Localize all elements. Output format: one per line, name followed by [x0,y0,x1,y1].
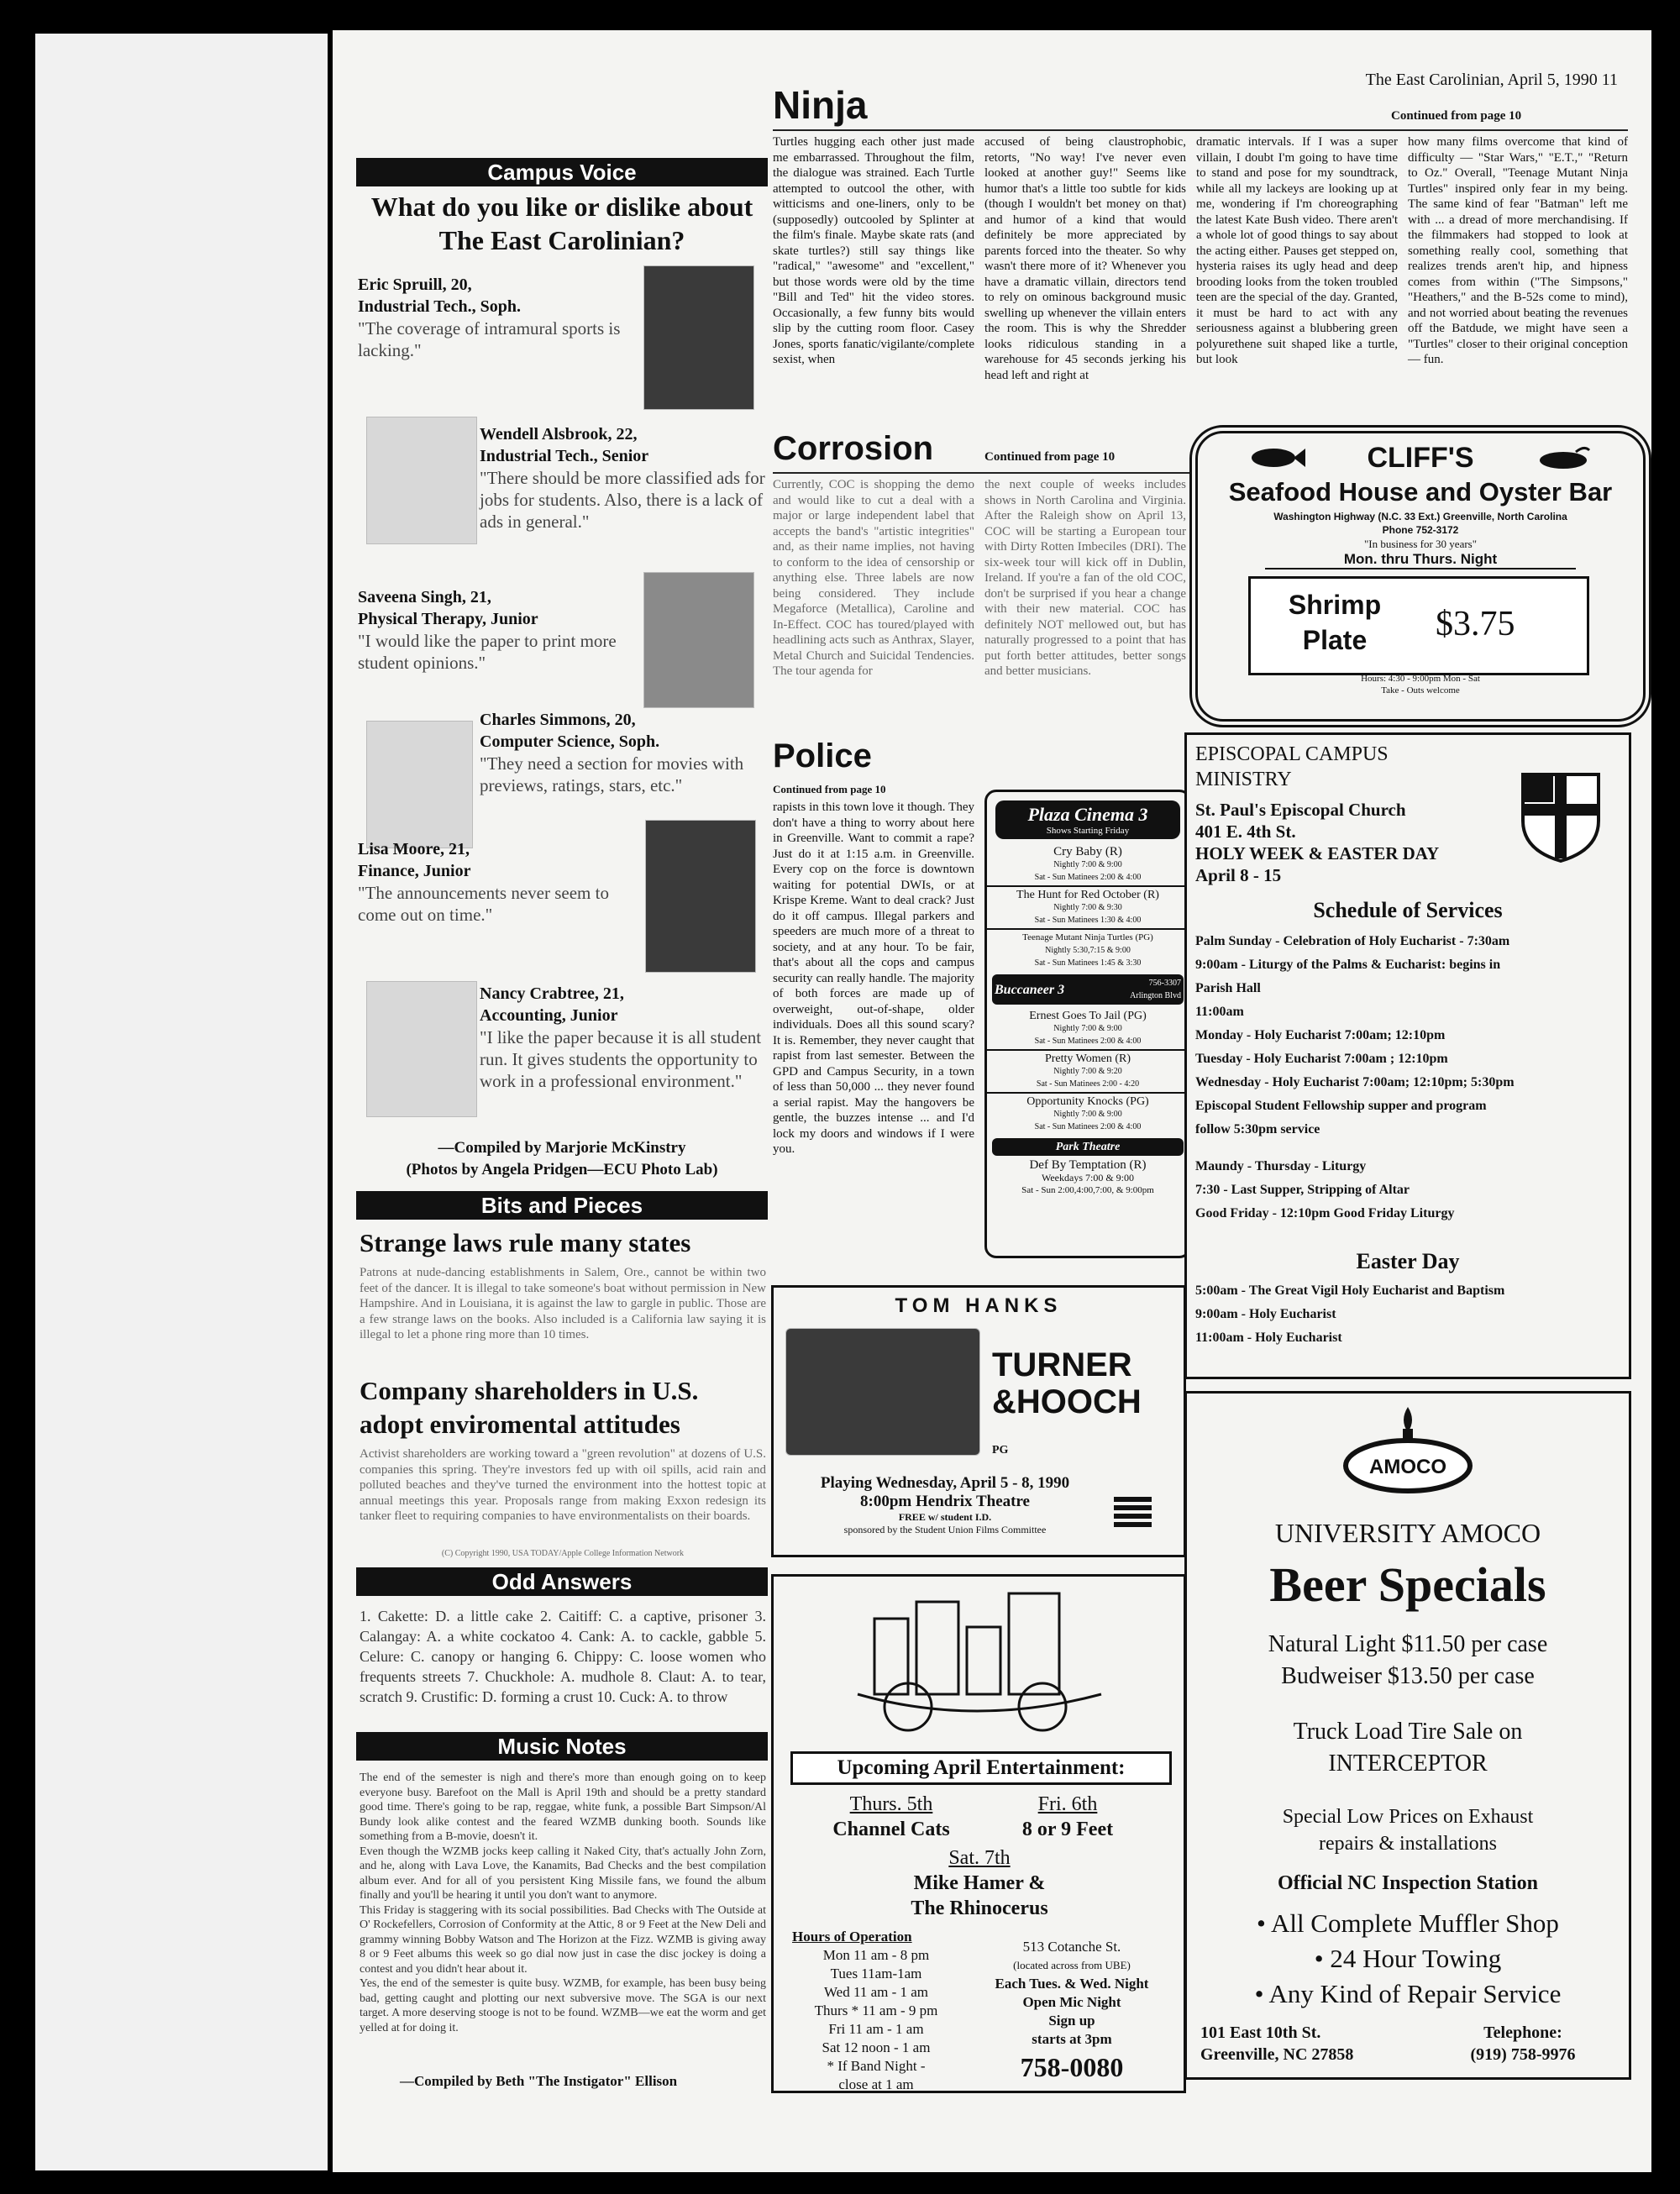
odd-answers-band: Odd Answers [356,1567,768,1596]
voice-major: Accounting, Junior [480,1006,618,1025]
page-header: The East Carolinian, April 5, 1990 11 [1365,71,1618,89]
buccaneer-addr: Arlington Blvd [1130,991,1181,1000]
cliffs-name: CLIFF'S [1367,442,1474,474]
schedule-line: Tuesday - Holy Eucharist 7:00am ; 12:10pm [1195,1052,1448,1066]
campus-voice-question: What do you like or dislike about The East Carolinian? [370,192,753,255]
music-para-3: This Friday is staggering with its social possibilities. Bad Checks with The Outside at O' Rockefellers, Corrosion of Conformity at the Attic, 8 or 9 Feet at the New Deli and grammy winning Bobby Watson and The Horizon at the Fizz. WZMB is giving away 8 or 9 Feet albums this week so go dial now just in case the disc jockey is doing a contest and you didn't hear about it. [360,1903,766,1976]
schedule-line: 9:00am - Liturgy of the Palms & Eucharist: begins in [1195,958,1501,972]
amoco-title: UNIVERSITY AMOCO [1274,1518,1541,1548]
schedule-title: Schedule of Services [1313,898,1503,922]
cliffs-item [1259,587,1410,658]
ninja-col-4: how many films overcome that kind of difficulty — "Star Wars," "E.T.," "Return to Oz." Overall, "Teenage Mutant Ninja Turtles" inspired only fear in my being. The same kind of fear "Batman" left me with ... a dread of more merchandising. If the filmmakers had stopped to look at something really cool, something that realizes trends aren't hip, and hipness comes from within ("The Simpsons," "Heathers," and the B-52s come to mind), and not worried about beating the revenues off the Batdude, we might have seen a "Turtles" closer to their original conception — fun. [1408,135,1628,366]
voice-name: Saveena Singh, 21, [358,588,491,606]
easter-list [1195,1279,1620,1350]
bits-headline-2b: adopt enviromental attitudes [360,1409,680,1439]
music-credit: —Compiled by Beth "The Instigator" Ellison [400,2073,678,2089]
church-address: 401 E. 4th St. [1195,821,1296,842]
episcopal-title-2: MINISTRY [1195,769,1292,790]
credit-photos: (Photos by Angela Pridgen—ECU Photo Lab) [406,1161,718,1178]
amoco-ad [1184,1391,1631,2080]
hours-line: Tues 11am-1am [830,1966,922,1981]
amoco-city: Greenville, NC 27858 [1200,2045,1354,2064]
ent-hours [792,1928,960,2094]
service-3: • Any Kind of Repair Service [1254,1979,1562,2008]
holy-week-dates: April 8 - 15 [1195,865,1282,885]
easter-line: 5:00am - The Great Vigil Holy Eucharist and Baptism [1195,1283,1505,1298]
voice-quote: "The coverage of intramural sports is lacking." [358,318,621,360]
movie-matinee: Sat - Sun Matinees 1:45 & 3:30 [1034,958,1142,968]
police-text: rapists in this town love it though. They don't have a thing to worry about here in Greenville. Want to commit a rape? Just do it at 1:15 a.m. in Greenville. Every cop on the force is downtown waiting for potential DWIs, or at Krispe Kreme. Want to deal crack? Just do it off campus. Illegal parkers and speeders are much more of a threat to society, and at any hour. To be fair, that's about all the cops and campus security can really handle. The majority of both forces are made up of overweight, out-of-shape, older individuals. Does all this sound scary? It is. Remember, they never caught that rapist from last semester. Between the GPD and Campus Security, in a town of less than 50,000 ... they never found a serial rapist. May the hangovers be gentle, the buzzes intense ... and I'd lock my doors and windows if I were you. [773,800,974,1156]
city-cartoon-illustration [841,1585,1118,1736]
plaza-sub: Shows Starting Friday [1046,826,1130,836]
voice-quote: "They need a section for movies with previews, ratings, stars, etc." [480,753,744,795]
cliffs-item-1: Shrimp [1288,590,1382,620]
photo-charles-simmons [366,721,473,848]
telephone-label: Telephone: [1483,2023,1562,2042]
service-1: • All Complete Muffler Shop [1257,1908,1559,1938]
bits-headline-2a: Company shareholders in U.S. [360,1376,699,1405]
voice-name: Nancy Crabtree, 21, [480,984,624,1003]
music-para-1: The end of the semester is nigh and there's more than enough going on to keep everyone busy. Barefoot on the Mall is April 19th and should be a pretty standard good time. There's going to be rap, reggae, white funk, a possible Bart Simpson/Al Bundy look alike contest and the feared WZMB dunking booth. Sounds like something from a B-movie, doesn't it. [360,1771,766,1843]
schedule-line: 7:30 - Last Supper, Stripping of Altar [1195,1183,1410,1197]
newspaper-page [333,30,1651,2172]
cliffs-business: "In business for 30 years" [1363,538,1478,550]
cliffs-address: Washington Highway (N.C. 33 Ext.) Greenville, North Carolina [1273,511,1567,522]
ninja-headline: Ninja [773,83,868,127]
ent-phone: 758-0080 [1020,2052,1124,2082]
cliffs-ad [1189,425,1651,727]
amoco-telephone [1431,2022,1615,2065]
beer-price-1: Natural Light $11.50 per case [1268,1631,1548,1657]
turner-rating: PG [992,1444,1009,1457]
ninja-col-2: accused of being claustrophobic, retorts, "No way! I've never even looked at another guy!" Seems like humor that's a little too subtle for kids (though I wouldn't bet money on that) and humor of a kind that would definitely be more appreciated by parents forced into the theater. So why wasn't there more of it? Whenever you have a dramatic villain, directors tend to rely on ominous background music swelling up whenever the villain enters the room. This is why the Shredder looks ridiculous standing in a warehouse for 45 seconds jerking his head left and right at [984,135,1186,382]
corrosion-headline: Corrosion [773,430,934,467]
ent-open-mic-days: Each Tues. & Wed. Night [995,1976,1149,1992]
ent-date: Sat. 7th [948,1847,1011,1869]
tire-sale-2: INTERCEPTOR [1328,1750,1488,1777]
schedule-line: Monday - Holy Eucharist 7:00am; 12:10pm [1195,1028,1446,1042]
student-union-logo [1110,1491,1160,1533]
schedule-line: 11:00am [1195,1005,1244,1019]
voice-name: Charles Simmons, 20, [480,711,636,729]
buccaneer-title: Buccaneer 3 [995,982,1065,997]
voice-major: Industrial Tech., Senior [480,447,649,465]
schedule-list [1195,930,1620,1226]
voice-entry-3 [358,586,635,674]
turner-info [785,1474,1105,1536]
voice-entry-6 [480,983,769,1092]
ent-band: Mike Hamer & [913,1872,1046,1894]
movie-matinee: Sat - Sun Matinees 2:00 & 4:00 [1034,1037,1142,1046]
photo-eric-spruill [643,265,754,410]
music-notes-band: Music Notes [356,1732,768,1761]
park-nightly: Weekdays 7:00 & 9:00 [1041,1172,1134,1184]
movie-nightly: Nightly 7:00 & 9:00 [1053,1110,1122,1119]
service-2: • 24 Hour Towing [1314,1944,1502,1973]
left-page-margin [35,34,328,2170]
corrosion-continued: Continued from page 10 [984,450,1116,464]
turner-title-1: TURNER [992,1346,1132,1383]
photo-lisa-moore [645,820,756,973]
cliffs-subtitle: Seafood House and Oyster Bar [1228,477,1613,507]
schedule-line: Episcopal Student Fellowship supper and program [1195,1099,1487,1113]
ent-saturday [858,1845,1101,1921]
amoco-services [1187,1906,1629,2012]
ent-date: Thurs. 5th [849,1793,933,1815]
music-para-2: Even though the WZMB jocks keep calling it Naked City, that's actually John Zorn, and he, along with Lava Love, the Kanamits, Bad Checks and the best compilation album ever. And for all of you persistent King Missile fans, we found the album finally and you'll be hearing it until you don't want to anymore. [360,1845,766,1902]
hours-line: Fri 11 am - 1 am [828,2021,924,2037]
cliffs-item-2: Plate [1302,625,1368,655]
voice-entry-5 [358,838,635,926]
schedule-line: Maundy - Thursday - Liturgy [1195,1159,1367,1173]
bits-headline-1: Strange laws rule many states [360,1228,691,1257]
tire-sale [1187,1716,1629,1780]
buc-movie-1 [987,1008,1189,1051]
park-theatre-banner: Park Theatre [992,1138,1184,1156]
amoco-address [1200,2022,1410,2065]
ent-street: 513 Cotanche St. [1022,1939,1121,1955]
voice-major: Industrial Tech., Soph. [358,297,521,316]
voice-quote: "The announcements never seem to come out on time." [358,883,609,925]
episcopal-title-1: EPISCOPAL CAMPUS [1195,743,1389,765]
movie-title: Cry Baby (R) [1053,845,1122,858]
movie-nightly: Nightly 7:00 & 9:00 [1053,1024,1122,1033]
voice-entry-1 [358,274,635,361]
plaza-movie-3 [987,930,1189,971]
plaza-title: Plaza Cinema 3 [1027,804,1148,825]
movie-title: Pretty Women (R) [1044,1052,1131,1065]
movie-matinee: Sat - Sun Matinees 2:00 - 4:20 [1036,1079,1140,1089]
turner-dates: Playing Wednesday, April 5 - 8, 1990 [820,1474,1070,1492]
plaza-movie-2 [987,887,1189,930]
buc-movie-2 [987,1051,1189,1094]
hours-line: Mon 11 am - 8 pm [822,1947,930,1963]
schedule-line: Good Friday - 12:10pm Good Friday Liturgy [1195,1206,1455,1220]
ent-band: 8 or 9 Feet [1021,1819,1114,1840]
bits-para-1: Patrons at nude-dancing establishments in Salem, Ore., cannot be within two feet of the dancer. It is illegal to take someone's boat without permission in New Hampshire. And in Louisiana, it is against the law to gargle in public. Those are a few strange laws on the books. Also included is a California law saying it is illegal to let a phone ring more than 10 times. [360,1266,766,1341]
easter-title: Easter Day [1356,1249,1460,1273]
ent-thursday [807,1792,975,1842]
movie-nightly: Nightly 7:00 & 9:30 [1053,903,1122,912]
buccaneer-phone: 756-3307 [1148,979,1181,988]
bits-headline-2 [360,1374,771,1441]
exhaust-1: Special Low Prices on Exhaust [1282,1806,1534,1828]
park-matinee: Sat - Sun 2:00,4:00,7:00, & 9:00pm [1021,1185,1154,1195]
schedule-spacer [1195,1142,1620,1155]
voice-name: Wendell Alsbrook, 22, [480,425,638,444]
buccaneer-banner [992,974,1184,1005]
ent-location-note: (located across from UBE) [1013,1959,1131,1971]
corrosion-rule [773,472,1193,474]
movie-matinee: Sat - Sun Matinees 2:00 & 4:00 [1034,1122,1142,1131]
police-continued: Continued from page 10 [773,783,886,795]
corrosion-col-1: Currently, COC is shopping the demo and would like to cut a deal with a major or large independent label that accepts the band's "artistic integrities" and, as their name implies, not having to conform to the idea of censorship or anything else. Three labels are now being considered. They include Megaforce (Metallica), Caroline and In-Effect. COC has toured/played with headlining acts such as Anthrax, Slayer, Metal Church and Suicidal Tendencies. The tour agenda for [773,478,974,678]
turner-hooch-ad [771,1285,1186,1557]
schedule-line: Wednesday - Holy Eucharist 7:00am; 12:10pm; 5:30pm [1195,1075,1515,1089]
plaza-movie-1 [987,844,1189,887]
voice-major: Computer Science, Soph. [480,732,660,751]
photo-wendell-alsbrook [366,417,477,544]
tire-sale-1: Truck Load Tire Sale on [1293,1719,1523,1745]
episcopal-shield-icon [1515,770,1607,863]
voice-major: Physical Therapy, Junior [358,610,538,628]
movie-title: The Hunt for Red October (R) [1016,889,1159,901]
plaza-cinema-ad [984,790,1191,1258]
amoco-street: 101 East 10th St. [1200,2023,1321,2042]
easter-line: 11:00am - Holy Eucharist [1195,1331,1342,1345]
cliffs-days: Mon. thru Thurs. Night [1265,551,1576,569]
cliffs-takeout: Take - Outs welcome [1381,685,1460,695]
photo-saveena-singh [643,572,754,708]
movie-title: Ernest Goes To Jail (PG) [1029,1010,1147,1022]
holy-week: HOLY WEEK & EASTER DAY [1195,843,1440,863]
exhaust-special [1187,1803,1629,1857]
photo-nancy-crabtree [366,981,477,1117]
telephone-number: (919) 758-9976 [1470,2045,1576,2064]
turner-free: FREE w/ student I.D. [898,1511,992,1523]
cliffs-phone: Phone 752-3172 [1382,524,1459,536]
ent-open-mic: Open Mic Night [1022,1994,1121,2010]
voice-quote: "I like the paper because it is all student run. It gives students the opportunity to work in a professional environment." [480,1027,762,1091]
hours-line: * If Band Night - [827,2058,926,2074]
exhaust-2: repairs & installations [1319,1833,1497,1855]
movie-nightly: Nightly 7:00 & 9:20 [1053,1067,1122,1076]
voice-entry-4 [480,709,769,796]
movie-matinee: Sat - Sun Matinees 2:00 & 4:00 [1034,873,1142,882]
corrosion-col-2: the next couple of weeks includes shows in North Carolina and Virginia. After the Raleigh show on April 13, COC will be starting a European tour with Dirty Rotten Imbeciles (DRI). The six-week tour will kick off in Dublin, Ireland. If you're a fan of the old COC, don't be surprised if you hear a change with their new material. COC has definitely NOT mellowed out, but has naturally progressed to a point that has put forth better attitudes, better songs and better musicians. [984,478,1186,678]
music-para-4: Yes, the end of the semester is quite busy. WZMB, for example, has been busy being bad, getting caught and plotting our next subversive move. The SGA is our next target. A more deserving stooge is not to be found. WZMB—we eat the worm and get yelled at for doing it. [360,1977,766,2034]
fish-icon [1248,445,1307,470]
police-headline: Police [773,737,872,774]
voice-quote: "I would like the paper to print more student opinions." [358,631,617,673]
cliffs-special-box [1248,576,1589,675]
ent-signup-time: starts at 3pm [1032,2031,1112,2047]
hours-title: Hours of Operation [792,1929,912,1945]
voice-quote: "There should be more classified ads for jobs for students. Also, there is a lack of ads in general." [480,468,765,532]
voice-major: Finance, Junior [358,862,471,880]
music-notes-body [360,1771,766,2035]
church-name: St. Paul's Episcopal Church [1195,800,1406,820]
entertainment-band: Upcoming April Entertainment: [790,1751,1172,1785]
episcopal-church [1195,799,1515,886]
ninja-col-3: dramatic intervals. If I was a super villain, I doubt I'm going to have time to stand and pose for my soundtrack, while all my lackeys are looking up at me, wondering if I'm choreographing the latest Kate Bush video. There aren't a whole lot of good things to say about the acting either. Pauses get stepped on, hysteria raises its ugly head and deep brooding looks from the token troubled teen are the special of the day. Granted, it must be hard to act with any seriousness against a blubbering green polyurethene suit shaped like a turtle, but look [1196,135,1398,366]
park-movie: Def By Temptation (R) [1029,1158,1147,1172]
hours-line: Sat 12 noon - 1 am [822,2039,931,2055]
movie-matinee: Sat - Sun Matinees 1:30 & 4:00 [1034,916,1142,925]
hours-line: close at 1 am [838,2076,914,2092]
turner-sponsor: sponsored by the Student Union Films Committee [843,1524,1047,1535]
hours-line: Wed 11 am - 1 am [823,1984,929,2000]
movie-title: Opportunity Knocks (PG) [1026,1095,1149,1108]
ent-band-2: The Rhinocerus [911,1897,1048,1919]
schedule-line: Parish Hall [1195,981,1261,995]
hours-line: Thurs * 11 am - 9 pm [814,2002,938,2018]
cliffs-hours: Hours: 4:30 - 9:00pm Mon - Sat [1361,674,1480,684]
ent-band: Channel Cats [832,1819,950,1840]
ninja-continued: Continued from page 10 [1391,109,1522,123]
voice-name: Lisa Moore, 21, [358,840,470,858]
ninja-col-1: Turtles hugging each other just made me embarrassed. Throughout the film, the dialogue was strained. Each Turtle attempted to outcool the other, with witticisms and one-liners, only to be (supposedly) outcooled by Splinter at the film's finale. Maybe skate rats (and skate turtles?) still say things like "radical," "awesome" and "excellent," but those words were old by the time "Bill and Ted" hit the video stores. Occasionally, a few funny bits would slip by the cutting room floor. Casey Jones, sports fanatic/vigilante/complete sexist, when [773,135,974,366]
ninja-rule [773,129,1628,131]
campus-voice-band: Campus Voice [356,158,768,186]
bits-credit: (C) Copyright 1990, USA TODAY/Apple College Information Network [441,1549,685,1558]
turner-actor: TOM HANKS [895,1294,1063,1317]
ent-date: Fri. 6th [1037,1793,1098,1815]
inspection-station: Official NC Inspection Station [1277,1872,1538,1894]
beer-price-2: Budweiser $13.50 per case [1281,1663,1535,1689]
movie-nightly: Nightly 5:30,7:15 & 9:00 [1045,946,1131,955]
credit-compiled: —Compiled by Marjorie McKinstry [438,1139,686,1157]
seafood-icon [1534,445,1593,470]
movie-title: Teenage Mutant Ninja Turtles (PG) [1022,932,1153,942]
odd-answers-text: 1. Cakette: D. a little cake 2. Caitiff: C. a captive, prisoner 3. Calangay: A. a white cockatoo 4. Cank: A. to cackle, gabble 5. Celure: C. canopy or hanging 6. Chippy: C. loose women who frequents streets 7. Chuckhole: A. mudhole 8. Claut: A. to tear, scratch 9. Crustific: D. forming a crust 10. Cuck: A. to throw [360,1608,766,1705]
voice-name: Eric Spruill, 20, [358,276,472,294]
turner-title [992,1346,1142,1420]
episcopal-title [1195,742,1515,792]
bits-para-2: Activist shareholders are working toward a "green revolution" at dozens of U.S. companies this spring. They're investors fed up with oil spills, acid rain and polluted beaches and they've turned the environment into the hottest topic at annual meetings this year. Proposals range from making Exxon redesign its tanker fleet to requiring companies to have environmentalists on their boards. [360,1447,766,1523]
amoco-logo-text: AMOCO [1369,1456,1446,1478]
turner-hooch-photo [785,1328,980,1456]
voice-entry-2 [480,423,769,533]
episcopal-ad [1184,732,1631,1379]
beer-prices [1187,1629,1629,1693]
ent-friday [984,1792,1152,1842]
turner-title-2: &HOOCH [992,1383,1142,1420]
ent-signup: Sign up [1048,2013,1095,2029]
cliffs-price: $3.75 [1436,605,1515,643]
movie-nightly: Nightly 7:00 & 9:00 [1053,860,1122,869]
beer-specials: Beer Specials [1269,1557,1546,1612]
schedule-line: Palm Sunday - Celebration of Holy Eucharist - 7:30am [1195,934,1510,948]
entertainment-ad [771,1574,1186,2093]
buc-movie-3 [987,1094,1189,1135]
schedule-line: follow 5:30pm service [1195,1122,1320,1136]
ent-address [975,1938,1168,2086]
campus-voice-credits [356,1137,768,1181]
turner-time: 8:00pm Hendrix Theatre [860,1493,1030,1510]
amoco-logo [1341,1404,1475,1496]
bits-band: Bits and Pieces [356,1191,768,1220]
easter-line: 9:00am - Holy Eucharist [1195,1307,1336,1321]
